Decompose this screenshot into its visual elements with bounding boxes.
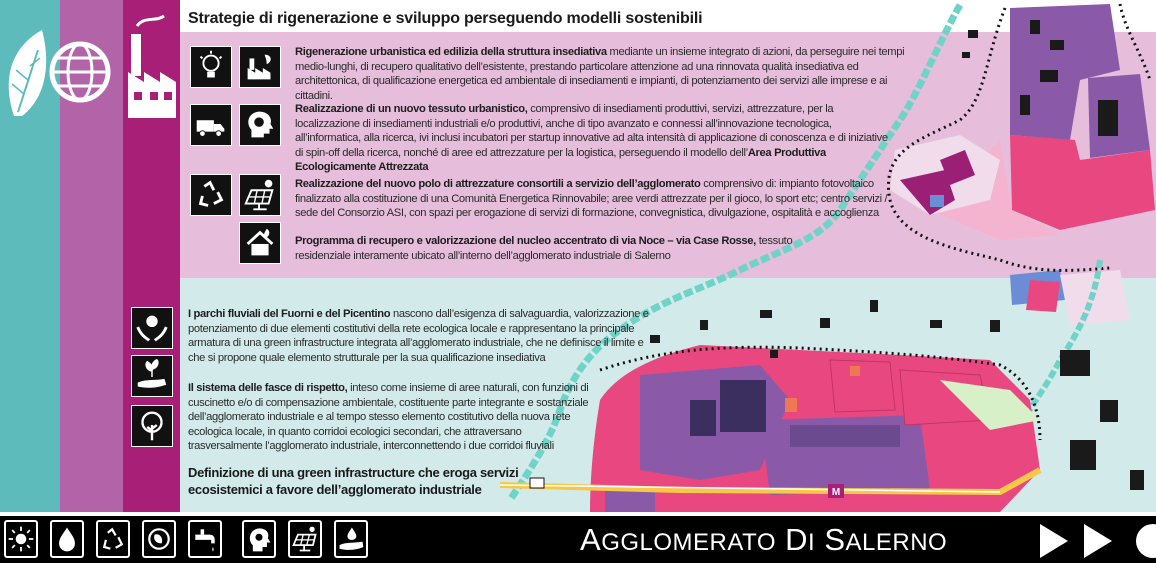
solar-panel-icon: [239, 174, 281, 216]
globe-leaf-icon: [142, 520, 176, 558]
play-arrow-icon-2: [1084, 524, 1112, 558]
eco-truck-icon: [190, 104, 232, 146]
house-icon: [239, 222, 281, 264]
solar-panel-icon: [288, 520, 322, 558]
footer-bar: [0, 512, 1156, 563]
sun-icon: [4, 520, 38, 558]
strategy-paragraph-residential: Programma di recupero e valorizzazione del nucleo accentrato di via Noce – via Case Rosse, tessuto residenziale interamente ubicato all’interno dell’agglomerato industriale di Salerno: [295, 235, 793, 262]
play-arrow-icon: [1040, 524, 1068, 558]
strategy-heading-river-parks: I parchi fluviali del Fuorni e del Picentino: [188, 308, 391, 320]
footer-title: AGGLOMERATO DI SALERNO: [580, 522, 948, 557]
strategy-heading-new-fabric: Realizzazione di un nuovo tessuto urbanistico,: [295, 103, 528, 115]
map-upper-cluster: [888, 4, 1155, 325]
circle-icon: [1136, 524, 1156, 558]
metro-label: M: [831, 487, 841, 498]
strategy-paragraph-services-pole: Realizzazione del nuovo polo di attrezzature consortili a servizio dell’agglomerato comprensivo di: impianto fotovoltaico finalizzato alla costituzione di una Comunità Energetica Rinnovabile; aree verdi attrezzate per il gioco, lo sport etc; centro servizi / sede del Consorzio ASI, con spazi per erogazione di servizi di formazione, convegnistica, divulgazione, ospitalità e accoglienza: [295, 178, 888, 220]
recycle-icon: [96, 520, 130, 558]
recycle-icon: [190, 174, 232, 216]
tree-icon: [131, 405, 173, 447]
strategy-heading-services-pole: Realizzazione del nuovo polo di attrezzature consortili a servizio dell’agglomerato: [295, 178, 701, 190]
green-infrastructure-statement: Definizione di una green infrastructure che eroga servizi ecosistemici a favore dell’agglomerato industriale: [188, 465, 519, 497]
strategy-heading-buffer-zones: Il sistema delle fasce di rispetto,: [188, 382, 348, 394]
faucet-icon: [188, 520, 222, 558]
head-brain-icon: [242, 520, 276, 558]
head-brain-icon: [239, 104, 281, 146]
water-drop-icon: [50, 520, 84, 558]
strategy-paragraph-regeneration: Rigenerazione urbanistica ed edilizia della struttura insediativa mediante un insieme integrato di azioni, da perseguire nei tempi medio-lunghi, di recupero qualitativo dell’esistente, prestando particolare attenzione ad una rinnovata qualità insediativa ed architettonica, di qualificazione energetica ed ambientale di insediamenti e impianti, di potenziamento dei servizi alle imprese e ai cittadini.: [295, 46, 905, 102]
strategy-paragraph-buffer-zones: Il sistema delle fasce di rispetto, inteso come insieme di aree naturali, con funzioni di cuscinetto e/o di compensazione ambientale, costituente parte integrante e sostanziale dell’agglomerato industriale e al tempo stesso elemento costitutivo della nuova rete ecologica locale, in quanto corridoi ecologici secondari, che attraversano trasversalmente l’agglomerato industriale, interconnettendo i due corridoi fluviali: [188, 382, 589, 453]
strategy-paragraph-new-fabric: Realizzazione di un nuovo tessuto urbanistico, comprensivo di insediamenti produttivi, servizi, attrezzature, per la localizzazione di insediamenti industriali e/o produttivi, anche di tipo avanzato e connessi all’innovazione tecnologica, all’informatica, alla ricerca, ivi inclusi incubatori per startup innovative ad alta intensità di applicazione di conoscenza e di iniziative di spin-off della ricerca, nonché di aree ed attrezzature per la logistica, perseguendo il modello dell’Area Produttiva Ecologicamente Attrezzata: [295, 103, 888, 174]
page-title: Strategie di rigenerazione e sviluppo perseguendo modelli sostenibili: [188, 10, 703, 27]
hand-water-icon: [334, 520, 368, 558]
hands-nature-icon: [131, 307, 173, 349]
strategy-heading-regeneration: Rigenerazione urbanistica ed edilizia della struttura insediativa: [295, 46, 607, 58]
lightbulb-icon: [190, 46, 232, 88]
eco-factory-icon: [239, 46, 281, 88]
strategy-heading-residential: Programma di recupero e valorizzazione del nucleo accentrato di via Noce – via Case Rosse,: [295, 235, 756, 247]
strategy-paragraph-river-parks: I parchi fluviali del Fuorni e del Picentino nascono dall’esigenza di salvaguardia, valorizzazione e potenziamento di due elementi costitutivi della rete ecologica locale e rappresentano la principale armatura di una green infrastructure integrata all’agglomerato industriale, che ne definisce il limite e che si propone quale elemento strutturale per la sua qualificazione insediativa: [188, 308, 649, 364]
hand-plant-icon: [131, 355, 173, 397]
